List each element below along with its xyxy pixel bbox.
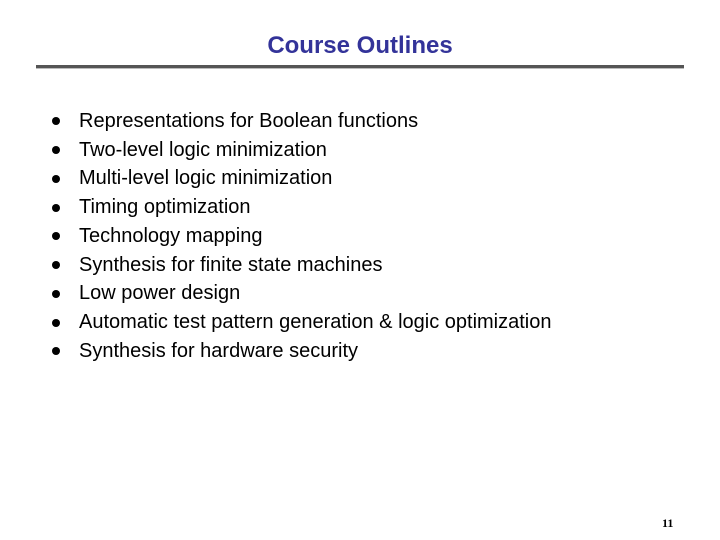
bullet-icon [52,117,60,125]
page-number: 11 [662,516,674,530]
outline-item-text: Synthesis for finite state machines [79,253,383,276]
outline-item-text: Low power design [79,282,241,305]
bullet-icon [52,175,60,183]
outline-item-text: Two-level logic minimization [79,138,327,161]
outline-item [52,280,551,309]
outline-item-text: Timing optimization [79,196,251,219]
outline-item [52,222,551,251]
outline-list [52,107,551,366]
bullet-icon [52,204,60,212]
outline-item [52,107,551,136]
outline-item [52,193,551,222]
outline-item-text: Multi-level logic minimization [79,167,333,190]
outline-item-text: Representations for Boolean functions [79,109,419,132]
outline-item [52,251,551,280]
bullet-icon [52,290,60,298]
slide-title: Course Outlines [267,32,453,59]
title-divider [36,65,684,69]
outline-item [52,308,551,337]
outline-item-text: Automatic test pattern generation & logic optimization [79,311,552,334]
outline-item-text: Technology mapping [79,224,263,247]
outline-item-text: Synthesis for hardware security [79,339,359,362]
outline-item [52,136,551,165]
bullet-icon [52,261,60,269]
bullet-icon [52,347,60,355]
bullet-icon [52,232,60,240]
outline-item [52,165,551,194]
bullet-icon [52,146,60,154]
outline-item [52,337,551,366]
bullet-icon [52,319,60,327]
